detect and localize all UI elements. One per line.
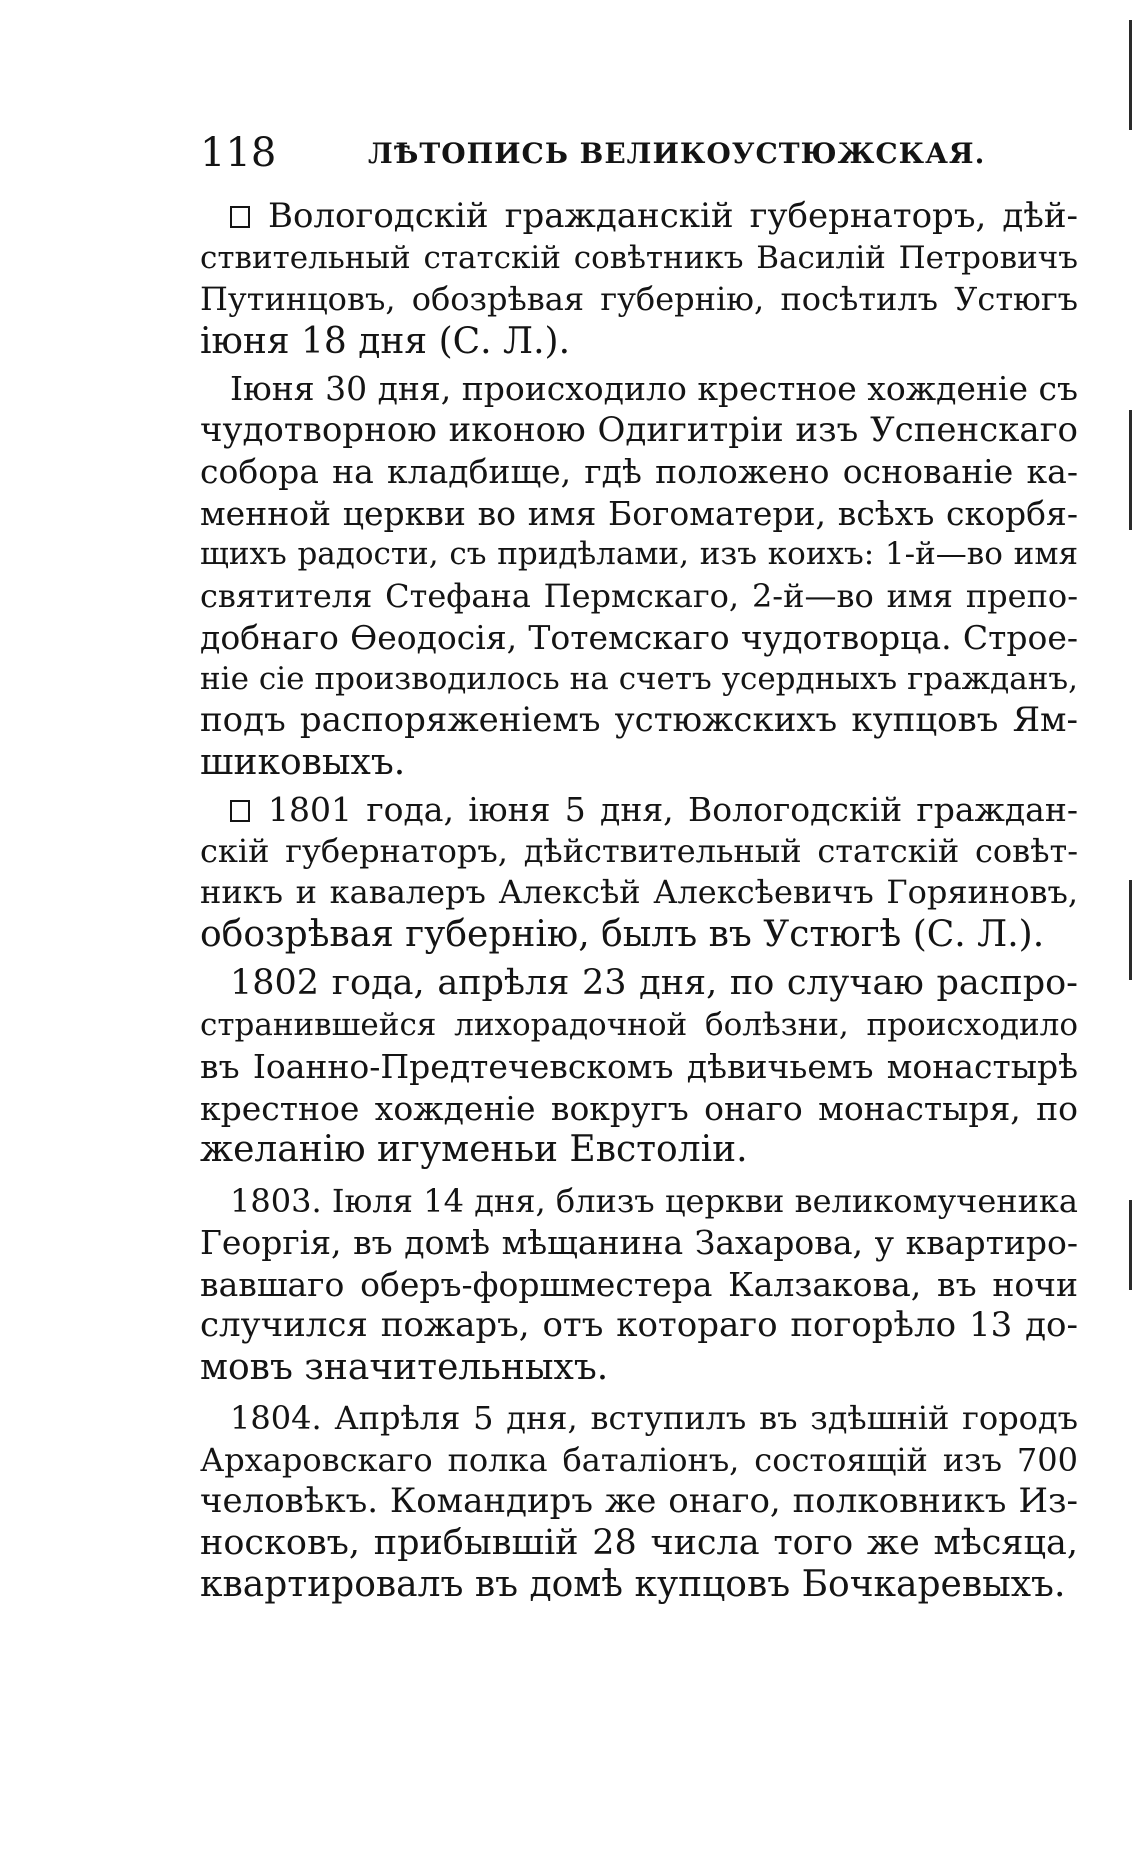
text-line bbox=[200, 1264, 1078, 1306]
text-line bbox=[200, 1181, 1078, 1223]
line-text: странившейся лихорадочной болѣзни, происходило bbox=[200, 1006, 1078, 1043]
line-text: въ Іоанно-Предтечевскомъ дѣвичьемъ монастырѣ bbox=[200, 1047, 1078, 1086]
text-line bbox=[200, 493, 1078, 535]
line-text: 1801 года, іюня 5 дня, Вологодскій граждан- bbox=[268, 790, 1078, 829]
text-line bbox=[200, 831, 1078, 873]
text-line bbox=[200, 872, 1078, 914]
paragraph bbox=[200, 368, 1078, 783]
line-text: Путинцовъ, обозрѣвая губернію, посѣтилъ Устюгъ bbox=[200, 280, 1078, 318]
text-line bbox=[200, 321, 1078, 363]
margin-box-icon bbox=[230, 206, 250, 228]
text-line bbox=[200, 1481, 1078, 1523]
text-line bbox=[200, 1564, 1078, 1606]
line-text: никъ и кавалеръ Алексѣй Алексѣевичъ Горяиновъ, bbox=[200, 873, 1078, 911]
line-text: чудотворною иконою Одигитріи изъ Успенскаго bbox=[200, 409, 1078, 450]
margin-box-icon bbox=[230, 800, 250, 822]
text-line bbox=[200, 196, 1078, 238]
line-text: ствительный статскій совѣтникъ Василій Петровичъ bbox=[200, 239, 1078, 276]
line-text: шиковыхъ. bbox=[200, 741, 406, 783]
line-text: собора на кладбище, гдѣ положено основаніе ка- bbox=[200, 452, 1078, 491]
text-line bbox=[200, 617, 1078, 659]
text-line bbox=[200, 963, 1078, 1005]
line-text: Георгія, въ домѣ мѣщанина Захарова, у квартиро- bbox=[200, 1223, 1078, 1262]
line-text: вавшаго оберъ-форшместера Калзакова, въ ночи bbox=[200, 1264, 1078, 1304]
text-line bbox=[200, 238, 1078, 280]
line-text: скій губернаторъ, дѣйствительный статскій совѣт- bbox=[200, 831, 1078, 870]
line-text: 1803. Іюля 14 дня, близъ церкви великомученика bbox=[230, 1181, 1078, 1220]
text-line bbox=[200, 1440, 1078, 1482]
text-line bbox=[200, 914, 1078, 956]
text-line bbox=[200, 368, 1078, 410]
text-line bbox=[200, 1129, 1078, 1171]
line-text: крестное хожденіе вокругъ онаго монастыря, по bbox=[200, 1088, 1078, 1128]
text-line bbox=[200, 1347, 1078, 1389]
text-body bbox=[200, 196, 1078, 1606]
line-text: подъ распоряженіемъ устюжскихъ купцовъ Ям- bbox=[200, 700, 1078, 740]
paragraph bbox=[200, 789, 1078, 955]
line-text: Архаровскаго полка баталіонъ, состоящій изъ 700 bbox=[200, 1440, 1078, 1479]
line-text: носковъ, прибывшій 28 числа того же мѣсяца, bbox=[200, 1522, 1078, 1563]
line-text: добнаго Өеодосія, Тотемскаго чудотворца. Строе- bbox=[200, 618, 1078, 657]
line-text: желанію игуменьи Евстоліи. bbox=[200, 1129, 748, 1170]
text-line bbox=[200, 1046, 1078, 1088]
text-line bbox=[200, 576, 1078, 618]
line-text: щихъ радости, съ придѣлами, изъ коихъ: 1-й—во имя bbox=[200, 536, 1078, 572]
text-line bbox=[200, 1305, 1078, 1347]
text-line bbox=[200, 742, 1078, 784]
line-text: Вологодскій гражданскій губернаторъ, дѣй- bbox=[268, 196, 1078, 236]
text-line bbox=[200, 1523, 1078, 1565]
line-text: ніе сіе производилось на счетъ усердныхъ гражданъ, bbox=[200, 660, 1078, 697]
text-line bbox=[200, 1088, 1078, 1130]
text-line bbox=[200, 1005, 1078, 1047]
line-text: іюня 18 дня (С. Л.). bbox=[200, 320, 571, 362]
line-text: обозрѣвая губернію, былъ въ Устюгѣ (С. Л.). bbox=[200, 913, 1045, 955]
text-line bbox=[200, 700, 1078, 742]
text-line bbox=[200, 279, 1078, 321]
text-line bbox=[200, 1222, 1078, 1264]
paragraph bbox=[200, 1181, 1078, 1389]
text-line bbox=[200, 1398, 1078, 1440]
line-text: мовъ значительныхъ. bbox=[200, 1346, 609, 1388]
scan-edge-mark bbox=[1129, 1200, 1132, 1290]
line-text: Іюня 30 дня, происходило крестное хожденіе съ bbox=[230, 369, 1078, 408]
text-line bbox=[200, 789, 1078, 831]
line-text: 1802 года, апрѣля 23 дня, по случаю распро- bbox=[230, 963, 1078, 1003]
line-text: случился пожаръ, отъ котораго погорѣло 13 до- bbox=[200, 1305, 1078, 1345]
text-line bbox=[200, 659, 1078, 701]
page-number: 118 bbox=[200, 130, 277, 176]
line-text: 1804. Апрѣля 5 дня, вступилъ въ здѣшній городъ bbox=[230, 1399, 1078, 1437]
paragraph bbox=[200, 1398, 1078, 1606]
running-head: ЛѢТОПИСЬ ВЕЛИКОУСТЮЖСКАЯ. bbox=[368, 137, 986, 170]
text-line bbox=[200, 534, 1078, 576]
scan-edge-mark bbox=[1129, 20, 1132, 130]
scan-edge-mark bbox=[1129, 410, 1132, 530]
paragraph bbox=[200, 963, 1078, 1171]
text-line bbox=[200, 451, 1078, 493]
paragraph bbox=[200, 196, 1078, 362]
page-header bbox=[200, 128, 1078, 178]
scan-edge-mark bbox=[1129, 880, 1132, 980]
line-text: квартировалъ въ домѣ купцовъ Бочкаревыхъ. bbox=[200, 1564, 1066, 1605]
line-text: человѣкъ. Командиръ же онаго, полковникъ Из- bbox=[200, 1481, 1078, 1521]
text-line bbox=[200, 410, 1078, 452]
line-text: святителя Стефана Пермскаго, 2-й—во имя препо- bbox=[200, 576, 1078, 615]
line-text: менной церкви во имя Богоматери, всѣхъ скорбя- bbox=[200, 493, 1078, 533]
